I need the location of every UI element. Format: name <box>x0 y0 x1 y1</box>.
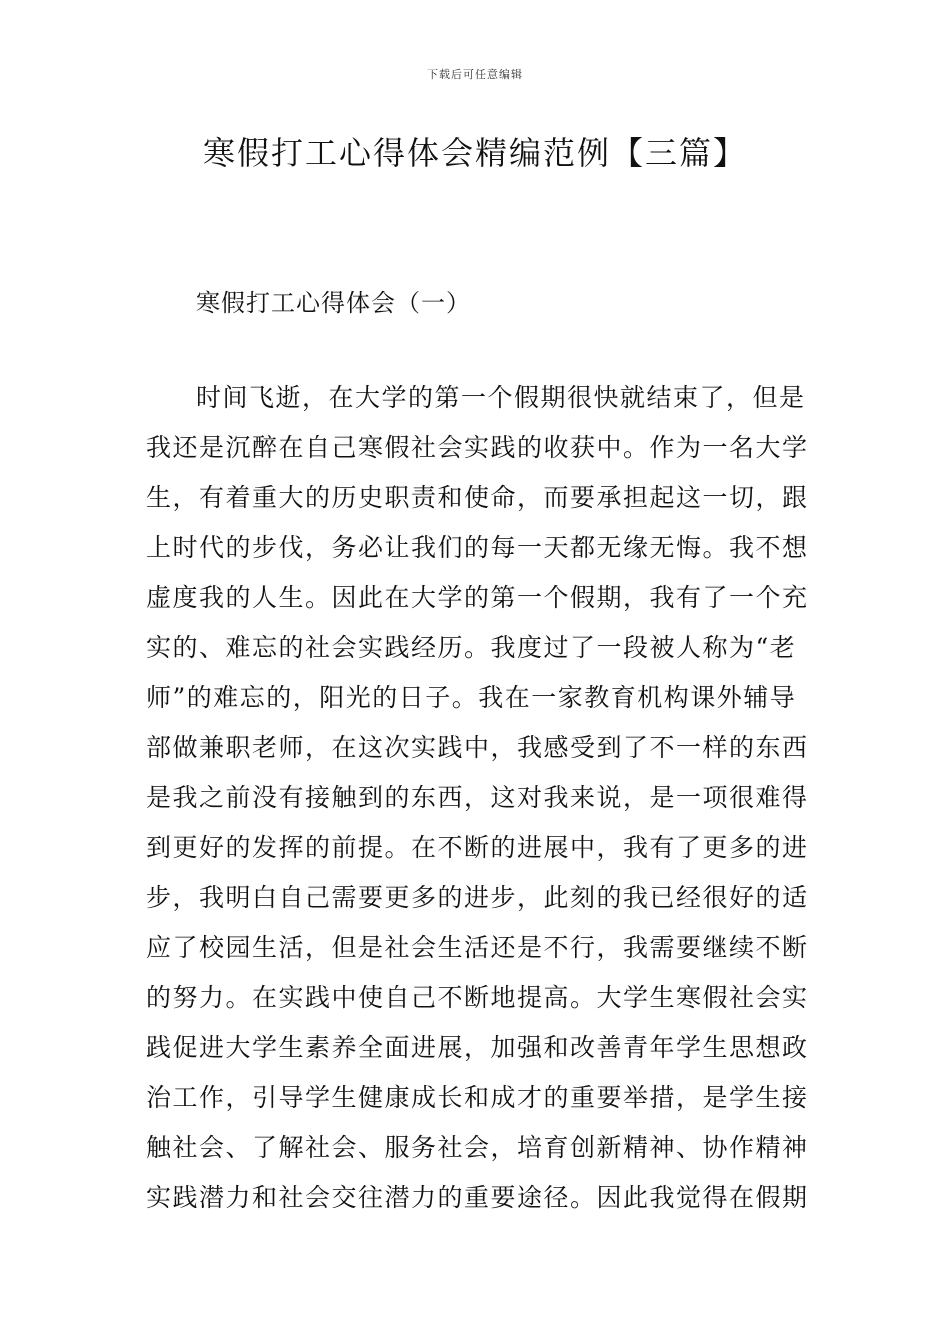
paragraph-line: 触社会、了解社会、服务社会，培育创新精神、协作精神 <box>146 1133 809 1162</box>
body-paragraph <box>146 380 811 1230</box>
paragraph-line: 虚度我的人生。因此在大学的第一个假期，我有了一个充 <box>146 583 809 612</box>
paragraph-line: 是我之前没有接触到的东西，这对我来说，是一项很难得 <box>146 783 809 812</box>
document-title: 寒假打工心得体会精编范例【三篇】 <box>202 134 747 172</box>
paragraph-line: 的努力。在实践中使自己不断地提高。大学生寒假社会实 <box>146 983 809 1012</box>
paragraph-line: 到更好的发挥的前提。在不断的进展中，我有了更多的进 <box>146 833 809 862</box>
paragraph-line: 部做兼职老师，在这次实践中，我感受到了不一样的东西 <box>146 733 809 762</box>
paragraph-line: 治工作，引导学生健康成长和成才的重要举措，是学生接 <box>146 1083 809 1112</box>
header-note: 下载后可任意编辑 <box>427 68 523 81</box>
paragraph-line: 应了校园生活，但是社会生活还是不行，我需要继续不断 <box>146 933 809 962</box>
paragraph-line: 践促进大学生素养全面进展，加强和改善青年学生思想政 <box>146 1033 809 1062</box>
paragraph-line: 步，我明白自己需要更多的进步，此刻的我已经很好的适 <box>146 883 809 912</box>
paragraph-line: 我还是沉醉在自己寒假社会实践的收获中。作为一名大学 <box>146 433 809 462</box>
paragraph-line: 实的、难忘的社会实践经历。我度过了一段被人称为“老 <box>146 633 797 662</box>
section-heading: 寒假打工心得体会（一） <box>196 289 471 317</box>
paragraph-line: 实践潜力和社会交往潜力的重要途径。因此我觉得在假期 <box>146 1183 809 1212</box>
paragraph-line: 师”的难忘的，阳光的日子。我在一家教育机构课外辅导 <box>146 683 797 712</box>
paragraph-line: 时间飞逝，在大学的第一个假期很快就结束了，但是 <box>196 383 806 412</box>
paragraph-line: 上时代的步伐，务必让我们的每一天都无缘无悔。我不想 <box>146 533 809 562</box>
paragraph-line: 生，有着重大的历史职责和使命，而要承担起这一切，跟 <box>146 483 809 512</box>
